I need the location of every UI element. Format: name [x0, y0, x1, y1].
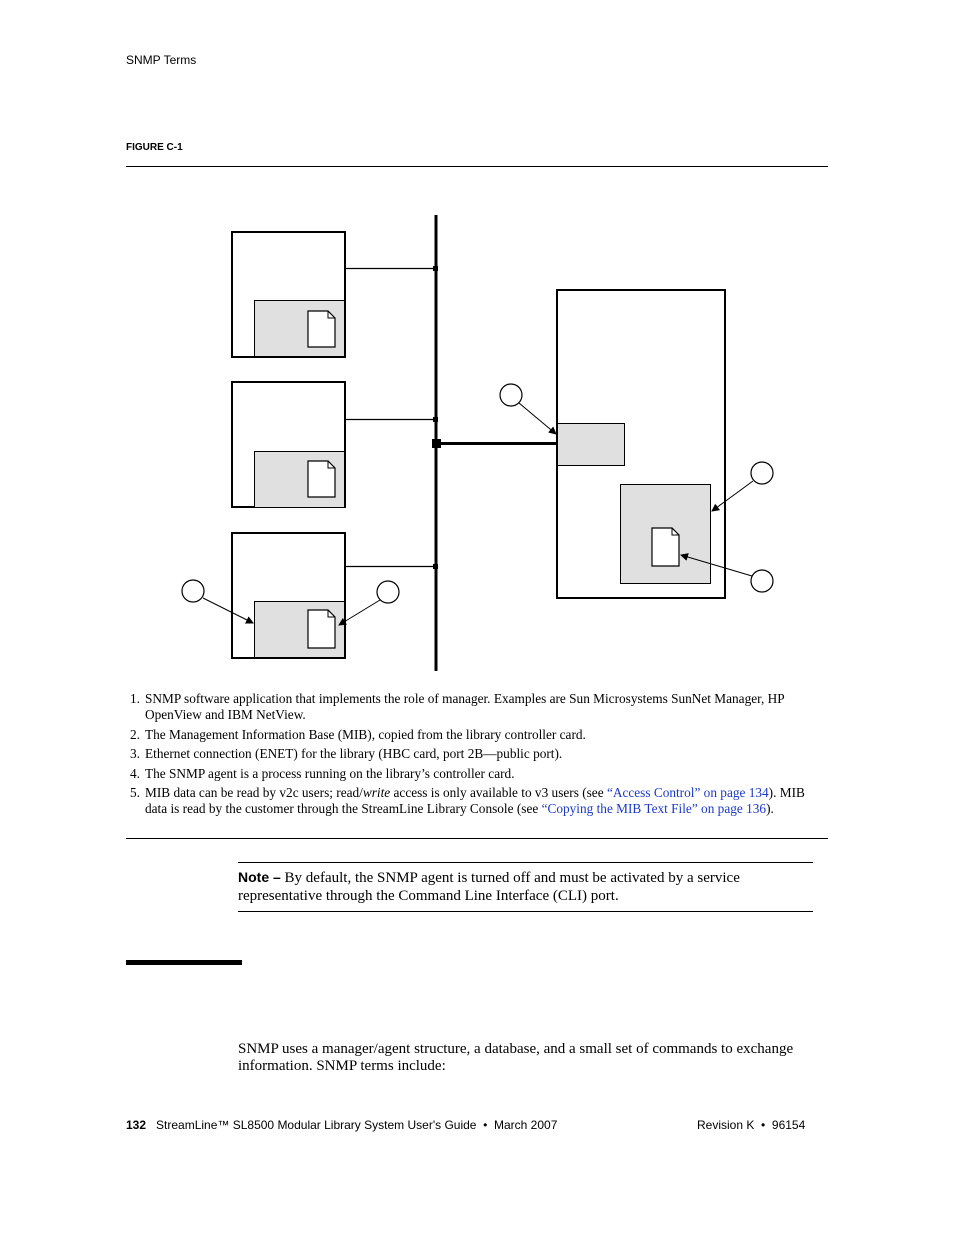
- note-bottom-rule: [238, 911, 813, 912]
- figure-bottom-rule: [126, 838, 828, 839]
- figure-label: FIGURE C-1: [126, 142, 183, 153]
- callout-circle: [500, 384, 522, 406]
- note-top-rule: [238, 862, 813, 863]
- footer-revision: Revision K • 96154: [697, 1118, 806, 1132]
- manager-station-2: [232, 382, 438, 508]
- mib-file-icon: [308, 610, 335, 648]
- mib-file-icon: [308, 311, 335, 347]
- note-label: Note –: [238, 869, 281, 885]
- callout-circle: [182, 580, 204, 602]
- caption-item: 1. SNMP software application that implements the role of manager. Examples are Sun Microsystems SunNet Manager, HP OpenView and IBM NetView.: [130, 691, 785, 722]
- library-box: [557, 290, 725, 598]
- figure-captions: [126, 691, 816, 821]
- caption-item: 3. Ethernet connection (ENET) for the library (HBC card, port 2B—public port).: [130, 746, 563, 761]
- figure-top-rule: [126, 166, 828, 167]
- callout-circle: [377, 581, 399, 603]
- mib-file-icon: [308, 461, 335, 497]
- enet-port: [558, 424, 625, 466]
- caption-item: 5. MIB data can be read by v2c users; read/write access is only available to v3 users (see “Access Control” on page 134). MIB data is read by the customer through the StreamLine Library Console (see “Copying the MIB Text File” on page 136).: [130, 785, 805, 816]
- mib-file-icon: [652, 528, 679, 566]
- footer-left: [126, 1118, 557, 1132]
- running-head: SNMP Terms: [126, 53, 197, 67]
- manager-station-3: [232, 533, 438, 658]
- manager-station-1: [232, 232, 438, 357]
- note-text: By default, the SNMP agent is turned off and must be activated by a service representative through the Command Line Interface (CLI) port.: [238, 870, 740, 904]
- page-number: 132: [126, 1118, 147, 1132]
- callout-circle: [751, 462, 773, 484]
- footer-title: StreamLine™ SL8500 Modular Library System User's Guide • March 2007: [156, 1118, 558, 1132]
- link-access-control[interactable]: “Access Control” on page 134: [606, 785, 769, 800]
- body-paragraph: SNMP uses a manager/agent structure, a database, and a small set of commands to exchange information. SNMP terms include:: [238, 1041, 794, 1074]
- caption-item: 2. The Management Information Base (MIB), copied from the library controller card.: [130, 726, 586, 742]
- section-heading-bar: [126, 960, 242, 965]
- link-copying-mib[interactable]: “Copying the MIB Text File” on page 136: [541, 801, 767, 816]
- note-box: [238, 868, 813, 905]
- callout-circle: [751, 570, 773, 592]
- snmp-network-diagram: [126, 200, 828, 680]
- caption-item: 4. The SNMP agent is a process running on the library’s controller card.: [130, 765, 515, 781]
